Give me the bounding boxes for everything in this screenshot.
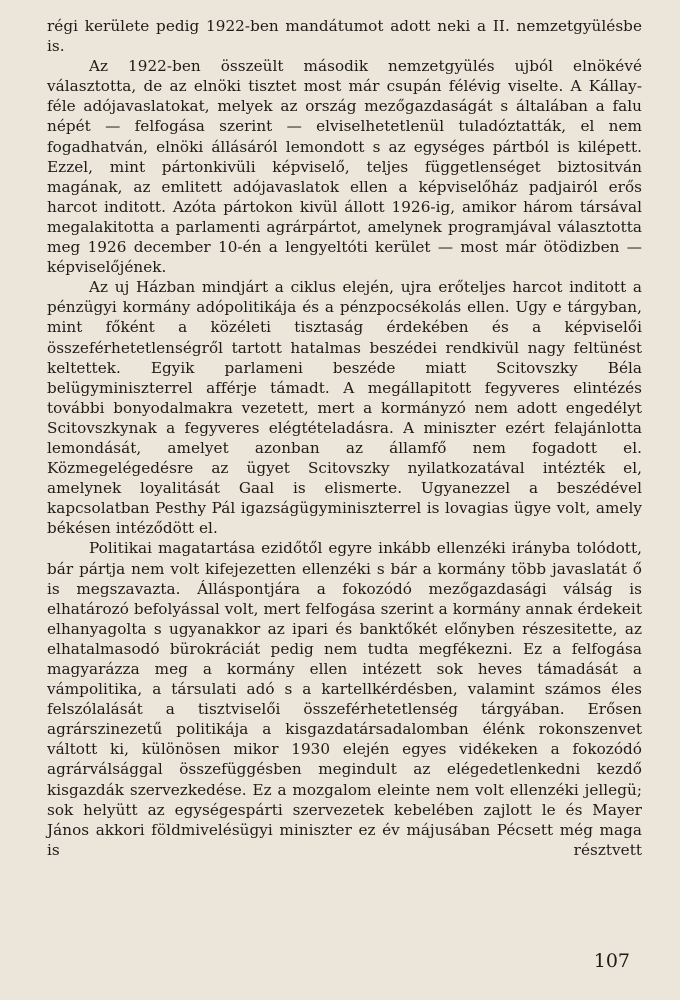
paragraph-uj-haz: Az uj Házban mindjárt a ciklus elején, ujra erőteljes harcot inditott a pénzügyi kormány adópolitikája és a pénzpocsékolás ellen. Ugy e tárgyban, mint főként a közéleti tisztaság érdekében és a képviselői összeférhetetlenségről tartott hatalmas beszédei rendkivül nagy feltünést keltettek. Egyik parlameni beszéde miatt Scitovszky Béla belügyminiszterrel afférje támadt. A megállapitott fegyveres elintézés további bonyodalmakra vezetett, mert a kormányzó nem adott engedélyt Scitovszkynak a fegyveres elégtételadásra. A miniszter ezért felajánlotta lemondását, amelyet azonban az államfő nem fogadott el. Közmegelégedésre az ügyet Scitovszky nyilatkozatával intézték el, amelynek loyalitását Gaal is elismerte. Ugyanezzel a beszédével kapcsolatban Pesthy Pál igazságügyminiszterrel is lovagias ügye volt, amely békésen intéződött el. [47,278,642,538]
body-text [47,16,642,860]
page-number: 107 [593,950,630,972]
paragraph-politikai-magatartas: Politikai magatartása ezidőtől egyre inkább ellenzéki irányba tolódott, bár pártja nem volt kifejezetten ellenzéki s bár a kormány több javaslatát ő is megszavazta. Álláspontjára a fokozódó mezőgazdasági válság is elhatározó befolyással volt, mert felfogása szerint a kormány annak érdekeit elhanyagolta s ugyanakkor az ipari és banktőkét előnyben részesitette, az elhatalmasodó bürokráciát pedig nem tudta megfékezni. Ez a felfogása magyarázza meg a kormány ellen intézett sok heves támadását a vámpolitika, a társulati adó s a kartellkérdésben, valamint számos éles felszólalását a tisztviselői összeférhetetlenség tárgyában. Erősen agrárszinezetű politikája a kisgazdatársadalomban élénk rokonszenvet váltott ki, különösen mikor 1930 elején egyes vidékeken a fokozódó agrárválsággal összefüggésben megindult az elégedetlenkedni kezdő kisgazdák szervezkedése. Ez a mozgalom eleinte nem volt ellenzéki jellegü; sok helyütt az egységespárti szervezetek kebelében zajlott le és Mayer János akkori földmivelésügyi miniszter ez év májusában Pécsett még maga is résztvett [47,539,642,859]
paragraph-continued: régi kerülete pedig 1922-ben mandátumot adott neki a II. nemzetgyülésbe is. [47,17,642,56]
paragraph-elnokseg: Az 1922-ben összeült második nemzetgyülés ujból elnökévé választotta, de az elnöki tisztet most már csupán félévig viselte. A Kállay-féle adójavaslatokat, melyek az ország mezőgazdaságát s általában a falu népét — felfogása szerint — elviselhetetlenül tuladóztatták, el nem fogadhatván, elnöki állásáról lemondott s az egységes pártból is kilépett. Ezzel, mint pártonkivüli képviselő, teljes függetlenséget biztositván magának, az emlitett adójavaslatok ellen a képviselőház padjairól erős harcot inditott. Azóta pártokon kivül állott 1926-ig, amikor három társával megalakitotta a parlamenti agrárpártot, amelynek programjával választotta meg 1926 december 10-én a lengyeltóti kerület — most már ötödizben — képviselőjének. [47,57,642,277]
